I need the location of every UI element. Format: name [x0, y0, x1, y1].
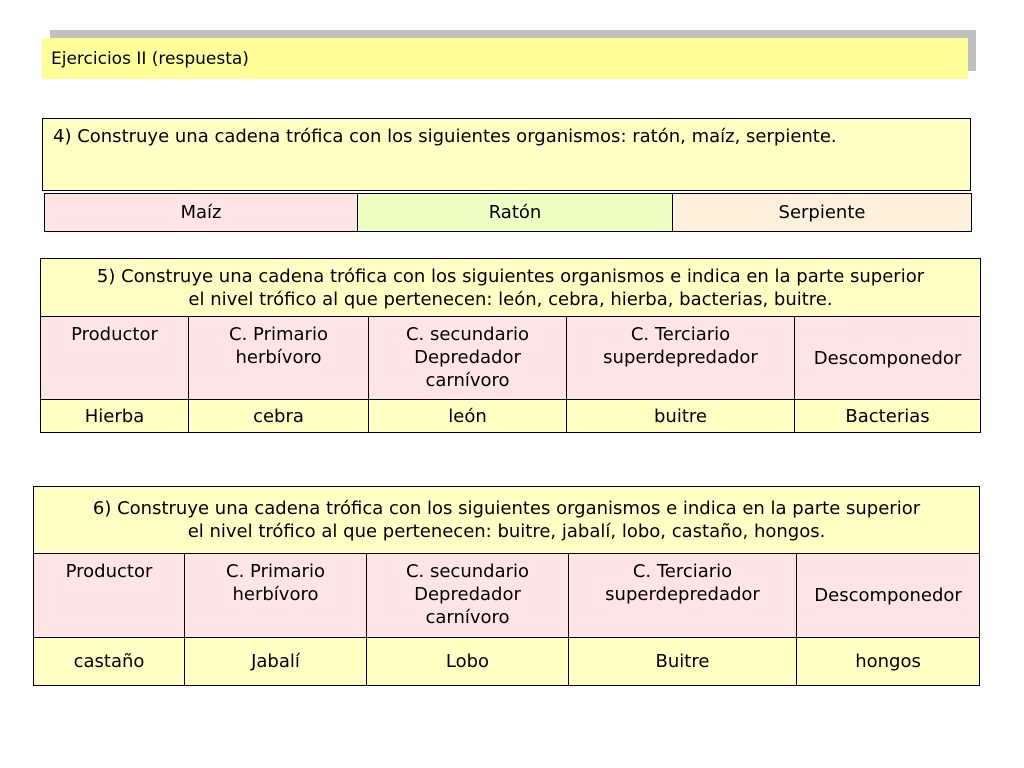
level-header-descomponedor: Descomponedor: [795, 317, 981, 400]
organism-cell: hongos: [797, 638, 980, 686]
level-header-primario: C. Primario herbívoro: [185, 554, 367, 638]
organism-cell: buitre: [567, 400, 795, 433]
chain-cell-raton: Ratón: [358, 194, 673, 232]
level-header-descomponedor: Descomponedor: [797, 554, 980, 638]
organism-cell: cebra: [189, 400, 369, 433]
level-header-primario: C. Primario herbívoro: [189, 317, 369, 400]
question-5-text: 5) Construye una cadena trófica con los siguientes organismos e indica en la parte superior el nivel trófico al que pertenecen: león, cebra, hierba, bacterias, buitre.: [41, 259, 981, 317]
question-5-table: [40, 258, 981, 433]
organism-cell: Hierba: [41, 400, 189, 433]
chain-cell-serpiente: Serpiente: [673, 194, 972, 232]
question-4-table: [42, 118, 971, 191]
page-title-text: Ejercicios II (respuesta): [51, 48, 249, 69]
organism-cell: Lobo: [367, 638, 569, 686]
question-6-text: 6) Construye una cadena trófica con los siguientes organismos e indica en la parte superior el nivel trófico al que pertenecen: buitre, jabalí, lobo, castaño, hongos.: [34, 487, 980, 554]
organism-cell: león: [369, 400, 567, 433]
level-header-productor: Productor: [41, 317, 189, 400]
level-header-secundario: C. secundario Depredador carnívoro: [369, 317, 567, 400]
question-6-table: [33, 486, 980, 686]
question-4-chain: [44, 193, 972, 232]
page-title: [42, 38, 968, 79]
question-4-text: 4) Construye una cadena trófica con los siguientes organismos: ratón, maíz, serpiente.: [43, 119, 971, 191]
chain-cell-maiz: Maíz: [45, 194, 358, 232]
level-header-secundario: C. secundario Depredador carnívoro: [367, 554, 569, 638]
organism-cell: Buitre: [569, 638, 797, 686]
level-header-terciario: C. Terciario superdepredador: [569, 554, 797, 638]
organism-cell: castaño: [34, 638, 185, 686]
level-header-productor: Productor: [34, 554, 185, 638]
level-header-terciario: C. Terciario superdepredador: [567, 317, 795, 400]
organism-cell: Bacterias: [795, 400, 981, 433]
organism-cell: Jabalí: [185, 638, 367, 686]
